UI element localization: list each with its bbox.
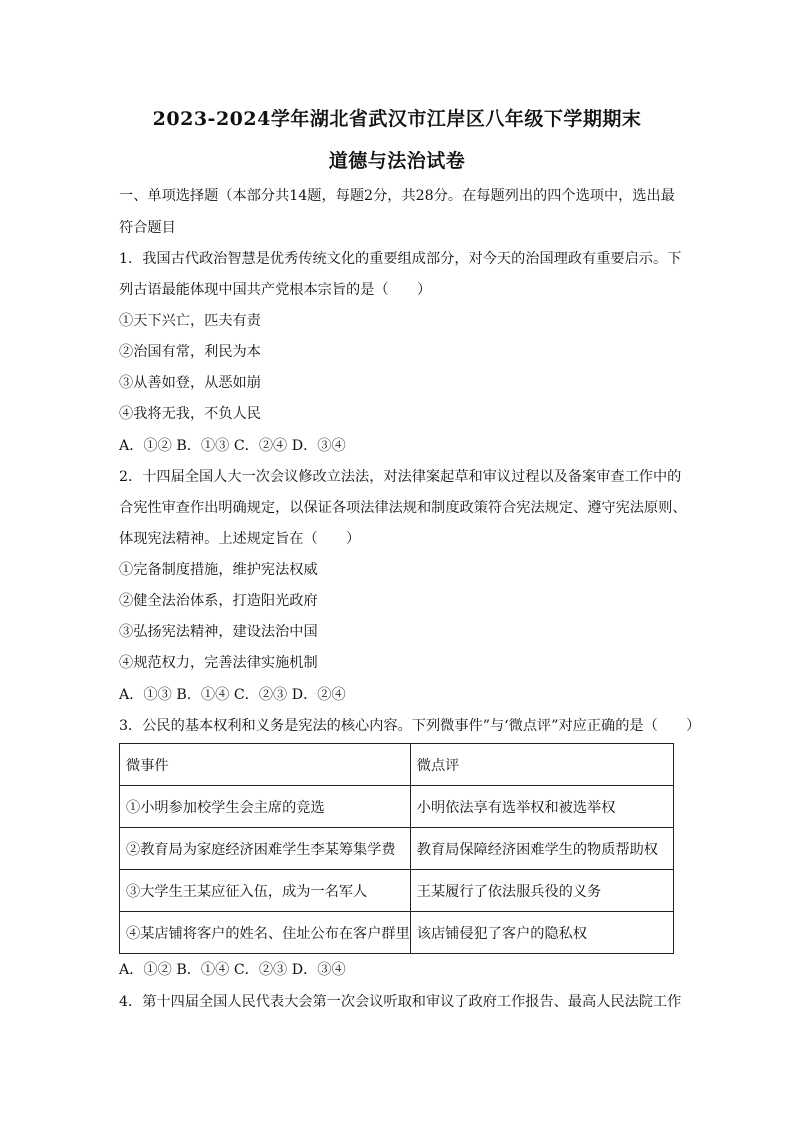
q1-option-1: ①天下兴亡，匹夫有责 (119, 313, 261, 329)
exam-title-line2: 道德与法治试卷 (328, 150, 466, 172)
table-row (120, 870, 674, 912)
table-cell: ①小明参加校学生会主席的竞选 (120, 786, 411, 828)
q1-stem: 1．我国古代政治智慧是优秀传统文化的重要组成部分，对今天的治国理政有重要启示。下 (119, 251, 682, 267)
q2-option-2: ②健全法治体系，打造阳光政府 (119, 593, 318, 609)
q1-option-2: ②治国有常，利民为本 (119, 344, 261, 360)
q2-option-3: ③弘扬宪法精神，建设法治中国 (119, 624, 318, 640)
table-cell: ②教育局为家庭经济困难学生李某筹集学费 (120, 828, 411, 870)
table-header-cell: 微事件 (120, 744, 411, 786)
q2-stem-cont2: 体现宪法精神。上述规定旨在（ ） (119, 531, 361, 547)
q1-option-3: ③从善如登，从恶如崩 (119, 375, 261, 391)
table-row (120, 828, 674, 870)
q2-answer-choices: A．①③ B．①④ C．②③ D．②④ (119, 687, 346, 703)
q1-answer-choices: A．①② B．①③ C．②④ D．③④ (119, 438, 346, 454)
table-cell: ③大学生王某应征入伍，成为一名军人 (120, 870, 411, 912)
q1-stem-cont: 列古语最能体现中国共产党根本宗旨的是（ ） (119, 282, 432, 298)
table-cell: 该店铺侵犯了客户的隐私权 (410, 912, 673, 954)
table-cell: ④某店铺将客户的姓名、住址公布在客户群里 (120, 912, 411, 954)
table-row (120, 786, 674, 828)
exam-title-line1: 2023-2024学年湖北省武汉市江岸区八年级下学期期末 (152, 108, 642, 130)
table-cell: 教育局保障经济困难学生的物质帮助权 (410, 828, 673, 870)
q3-answer-choices: A．①② B．①④ C．②③ D．③④ (119, 962, 346, 978)
table-cell: 王某履行了依法服兵役的义务 (410, 870, 673, 912)
q4-stem: 4．第十四届全国人民代表大会第一次会议听取和审议了政府工作报告、最高人民法院工作 (119, 994, 682, 1010)
q2-stem: 2．十四届全国人大一次会议修改立法法，对法律案起草和审议过程以及备案审查工作中的 (119, 469, 682, 485)
table-cell: 小明依法享有选举权和被选举权 (410, 786, 673, 828)
q1-option-4: ④我将无我，不负人民 (119, 406, 261, 422)
q2-stem-cont: 合宪性审查作出明确规定，以保证各项法律法规和制度政策符合宪法规定、遵守宪法原则、 (119, 500, 687, 516)
q3-table (119, 743, 674, 954)
table-header-row (120, 744, 674, 786)
q2-option-1: ①完备制度措施，维护宪法权威 (119, 562, 318, 578)
table-row (120, 912, 674, 954)
q2-option-4: ④规范权力，完善法律实施机制 (119, 655, 318, 671)
section-heading: 一、单项选择题（本部分共14题，每题2分，共28分。在每题列出的四个选项中，选出最 (119, 188, 675, 204)
table-header-cell: 微点评 (410, 744, 673, 786)
section-heading-cont: 符合题目 (119, 220, 176, 236)
q3-stem: 3．公民的基本权利和义务是宪法的核心内容。下列微事件”与‘微点评”对应正确的是（ ） (119, 718, 701, 734)
